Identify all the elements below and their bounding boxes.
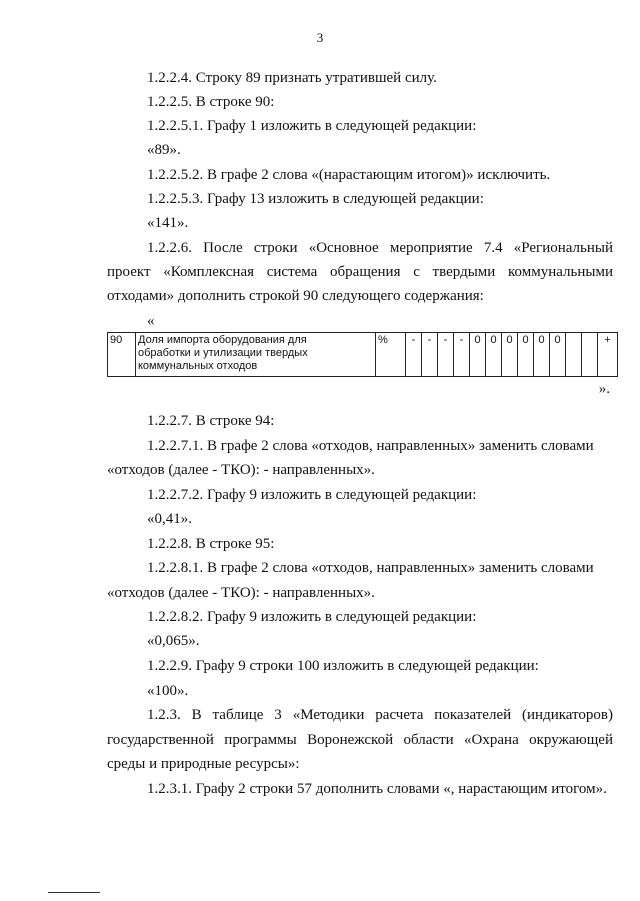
value-cell: - — [422, 333, 438, 377]
open-quote: « — [147, 313, 155, 329]
paragraph-line: проект «Комплексная система обращения с твердыми коммунальными — [107, 264, 613, 280]
paragraph-line: «отходов (далее - ТКО): - направленных». — [107, 462, 375, 478]
paragraph-line: государственной программы Воронежской области «Охрана окружающей — [107, 732, 613, 748]
value-cell: 0 — [550, 333, 566, 377]
paragraph-line: 1.2.2.4. Строку 89 признать утратившей силу. — [147, 70, 437, 86]
footer-rule — [48, 892, 100, 893]
paragraph-line: «0,065». — [147, 633, 200, 649]
paragraph-line: «141». — [147, 215, 189, 231]
paragraph-line: 1.2.2.5.2. В графе 2 слова «(нарастающим итогом)» исключить. — [147, 167, 551, 183]
paragraph-line: среды и природные ресурсы»: — [107, 756, 300, 772]
value-cell: 0 — [534, 333, 550, 377]
paragraph-line: «89». — [147, 142, 181, 158]
paragraph-line: 1.2.2.7.2. Графу 9 изложить в следующей редакции: — [147, 487, 477, 503]
value-cell: - — [438, 333, 454, 377]
value-cell: + — [598, 333, 618, 377]
paragraph-line: 1.2.2.7. В строке 94: — [147, 413, 275, 429]
paragraph-line: 1.2.2.5.3. Графу 13 изложить в следующей редакции: — [147, 191, 484, 207]
paragraph-line: 1.2.2.6. После строки «Основное мероприятие 7.4 «Региональный — [147, 240, 613, 256]
paragraph-line: 1.2.3. В таблице 3 «Методики расчета показателей (индикаторов) — [147, 707, 613, 723]
value-cell: 0 — [518, 333, 534, 377]
row-name-line: Доля импорта оборудования для — [138, 334, 307, 346]
paragraph-line: «100». — [147, 683, 189, 699]
paragraph-line: «отходов (далее - ТКО): - направленных». — [107, 585, 375, 601]
row-name-line: коммунальных отходов — [138, 360, 258, 372]
paragraph-line: 1.2.2.8.2. Графу 9 изложить в следующей редакции: — [147, 609, 477, 625]
value-cell: 0 — [486, 333, 502, 377]
value-cell: 0 — [470, 333, 486, 377]
paragraph-line: 1.2.2.8.1. В графе 2 слова «отходов, направленных» заменить словами — [147, 560, 594, 576]
value-cell: - — [406, 333, 422, 377]
table-row — [108, 333, 618, 377]
value-cell — [566, 333, 582, 377]
value-cell: - — [454, 333, 470, 377]
value-cell: 0 — [502, 333, 518, 377]
paragraph-line: 1.2.2.9. Графу 9 строки 100 изложить в следующей редакции: — [147, 658, 539, 674]
close-quote: ». — [598, 381, 610, 397]
value-cell — [582, 333, 598, 377]
paragraph-line: 1.2.2.7.1. В графе 2 слова «отходов, направленных» заменить словами — [147, 438, 594, 454]
row-number-cell: 90 — [108, 333, 136, 377]
paragraph-line: 1.2.2.5.1. Графу 1 изложить в следующей редакции: — [147, 118, 477, 134]
unit-cell: % — [376, 333, 406, 377]
paragraph-line: 1.2.3.1. Графу 2 строки 57 дополнить словами «, нарастающим итогом». — [147, 781, 607, 797]
inserted-table-row — [107, 332, 618, 377]
paragraph-line: «0,41». — [147, 511, 192, 527]
paragraph-line: 1.2.2.5. В строке 90: — [147, 94, 275, 110]
row-name-line: обработки и утилизации твердых — [138, 347, 308, 359]
page-number: 3 — [316, 30, 324, 45]
paragraph-line: 1.2.2.8. В строке 95: — [147, 536, 275, 552]
paragraph-line: отходами» дополнить строкой 90 следующего содержания: — [107, 288, 484, 304]
row-name-cell — [136, 333, 376, 377]
